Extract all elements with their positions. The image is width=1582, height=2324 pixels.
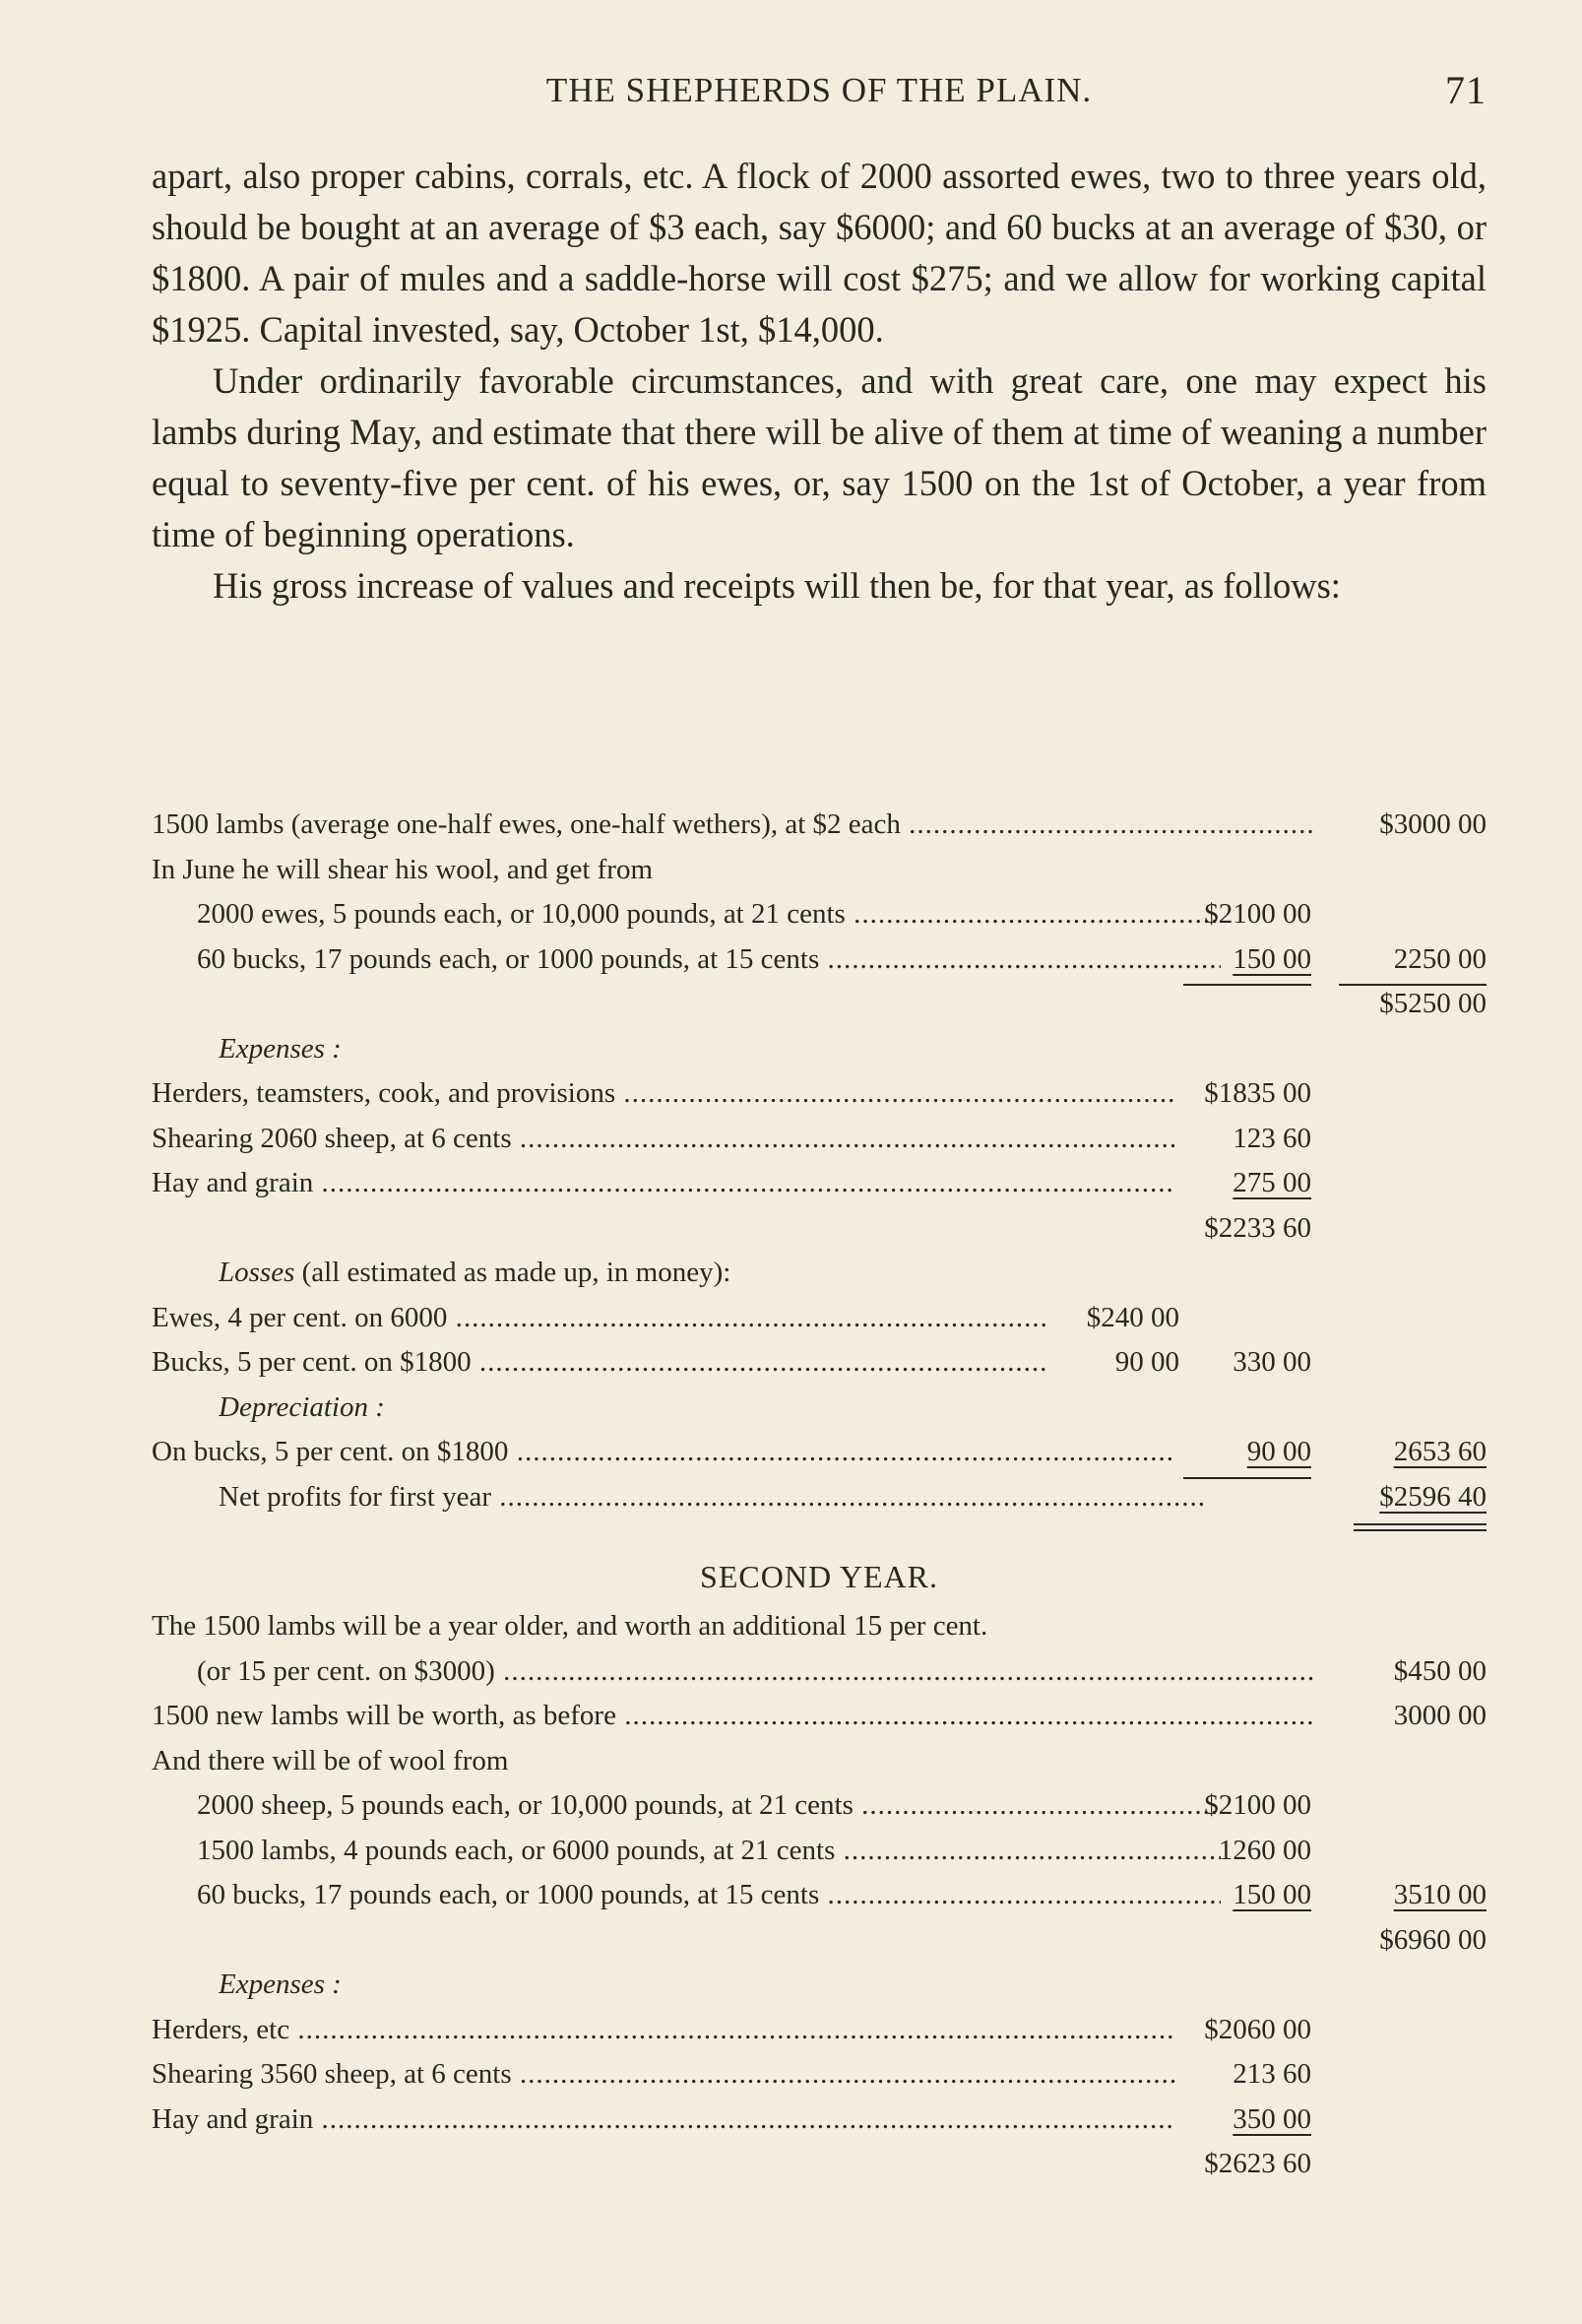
table-row [152, 982, 1487, 1027]
table-row [152, 1829, 1487, 1874]
amount: $2233 60 [1204, 1211, 1311, 1244]
amount: 330 00 [1233, 1346, 1311, 1378]
row-label: Shearing 2060 sheep, at 6 cents ..... [152, 1117, 1175, 1162]
row-label: 2000 ewes, 5 pounds each, or 10,000 pounds, at 21 cents ..... [197, 892, 1221, 937]
row-label: 60 bucks, 17 pounds each, or 1000 pounds, at 15 cents ..... [197, 937, 1221, 983]
amount: $3000 00 [1379, 808, 1487, 840]
amount: $450 00 [1393, 1654, 1487, 1687]
amount: 2653 60 [1393, 1436, 1487, 1467]
row-label: 1500 lambs (average one-half ewes, one-half wethers), at $2 each ..... [152, 803, 1313, 848]
row-label: Ewes, 4 per cent. on 6000 ..... [152, 1296, 1047, 1341]
table-row [152, 1549, 1487, 1604]
amount: 1260 00 [1218, 1834, 1311, 1866]
section-label [219, 1251, 730, 1296]
paragraph-2: Under ordinarily favorable circumstances, and with great care, one may expect his lambs during May, and estimate that there will be alive of them at time of weaning a number equal to seventy-five per cent. of his ewes, or, say 1500 on the 1st of October, a year from time of beginning operations. [152, 360, 1487, 554]
table-row [152, 1206, 1487, 1252]
amount: 150 00 [1233, 942, 1311, 975]
table-row [152, 2098, 1487, 2143]
amount: 123 60 [1233, 1122, 1311, 1154]
amount: $1835 00 [1204, 1077, 1311, 1109]
section-label: Expenses : [219, 1032, 342, 1065]
table-row [152, 1694, 1487, 1739]
table-row [152, 1475, 1487, 1520]
row-label: Hay and grain ..... [152, 2098, 1175, 2143]
table-row [152, 1739, 1487, 1784]
row-label: (or 15 per cent. on $3000) ..... [197, 1649, 1313, 1695]
table-row [152, 1071, 1487, 1117]
losses-label: Losses [219, 1257, 295, 1288]
table-row [152, 1918, 1487, 1964]
page-number: 71 [1445, 68, 1487, 112]
table-row [152, 892, 1487, 937]
table-row [152, 2008, 1487, 2053]
amount: $6960 00 [1379, 1923, 1487, 1956]
losses-note: (all estimated as made up, in money): [294, 1257, 731, 1288]
double-rule [1354, 1529, 1487, 1531]
table-row [152, 937, 1487, 983]
row-label: The 1500 lambs will be a year older, and worth an additional 15 per cent. [152, 1610, 988, 1642]
amount: 2250 00 [1393, 942, 1487, 975]
amount: 213 60 [1233, 2058, 1311, 2090]
row-label: On bucks, 5 per cent. on $1800 ..... [152, 1430, 1175, 1475]
table-row [152, 1161, 1487, 1206]
row-label: In June he will shear his wool, and get from [152, 853, 654, 885]
table-row [152, 1117, 1487, 1162]
amount: $2060 00 [1204, 2013, 1311, 2045]
running-title: THE SHEPHERDS OF THE PLAIN. [545, 71, 1093, 109]
sum-rule [1183, 984, 1311, 986]
row-label: Bucks, 5 per cent. on $1800 ..... [152, 1340, 1047, 1386]
table-row [152, 1604, 1487, 1649]
amount: $2100 00 [1204, 898, 1311, 930]
row-label: 1500 lambs, 4 pounds each, or 6000 pounds, at 21 cents ..... [197, 1829, 1221, 1874]
amount: 3510 00 [1393, 1879, 1487, 1910]
paragraph-3: His gross increase of values and receipts will then be, for that year, as follows: [213, 565, 1341, 606]
section-label: Expenses : [219, 1969, 342, 2000]
body-text [152, 151, 1487, 612]
amount: $2100 00 [1204, 1789, 1311, 1821]
paragraph-1: apart, also proper cabins, corrals, etc. A flock of 2000 assorted ewes, two to three years old, should be bought at an average of $3 each, say $6000; and 60 bucks at an average of $30, or $1800. A pair of mules and a saddle-horse will cost $275; and we allow for working capital $1925. Capital invested, say, October 1st, $14,000. [152, 156, 1487, 350]
table-row [152, 2052, 1487, 2098]
row-label: And there will be of wool from [152, 1744, 509, 1776]
table-row [152, 1430, 1487, 1475]
amount: 3000 00 [1393, 1700, 1487, 1731]
net-profit-amount: $2596 40 [1379, 1480, 1487, 1513]
amount: 90 00 [1114, 1346, 1179, 1378]
amount: 150 00 [1233, 1879, 1311, 1910]
section-label: Depreciation : [219, 1390, 385, 1423]
accounts-table [152, 803, 1487, 2187]
row-label: 2000 sheep, 5 pounds each, or 10,000 pounds, at 21 cents ..... [197, 1783, 1221, 1829]
table-row [152, 1386, 1487, 1431]
table-row [152, 1251, 1487, 1296]
table-row [152, 803, 1487, 848]
section-heading: SECOND YEAR. [700, 1559, 938, 1594]
row-label: 60 bucks, 17 pounds each, or 1000 pounds, at 15 cents ..... [197, 1873, 1221, 1918]
amount: 275 00 [1233, 1167, 1311, 1198]
table-row [152, 1296, 1487, 1341]
amount: $240 00 [1086, 1301, 1179, 1333]
row-label: Herders, teamsters, cook, and provisions ..... [152, 1071, 1175, 1117]
running-header [152, 68, 1487, 114]
row-label: Shearing 3560 sheep, at 6 cents ..... [152, 2052, 1175, 2098]
amount: 90 00 [1246, 1436, 1311, 1467]
double-rule [1354, 1523, 1487, 1525]
row-label: 1500 new lambs will be worth, as before ..... [152, 1694, 1313, 1739]
row-label: Herders, etc ..... [152, 2008, 1175, 2053]
amount: 350 00 [1233, 2102, 1311, 2135]
table-row [152, 848, 1487, 893]
table-row [152, 1963, 1487, 2008]
table-row [152, 1519, 1487, 1549]
row-label: Hay and grain ..... [152, 1161, 1175, 1206]
amount: $5250 00 [1379, 988, 1487, 1019]
amount: $2623 60 [1204, 2148, 1311, 2179]
table-row [152, 1649, 1487, 1695]
table-row [152, 1783, 1487, 1829]
table-row [152, 1027, 1487, 1072]
table-row [152, 1340, 1487, 1386]
table-row [152, 1873, 1487, 1918]
table-row [152, 2142, 1487, 2187]
row-label: Net profits for first year ..... [219, 1475, 1203, 1520]
